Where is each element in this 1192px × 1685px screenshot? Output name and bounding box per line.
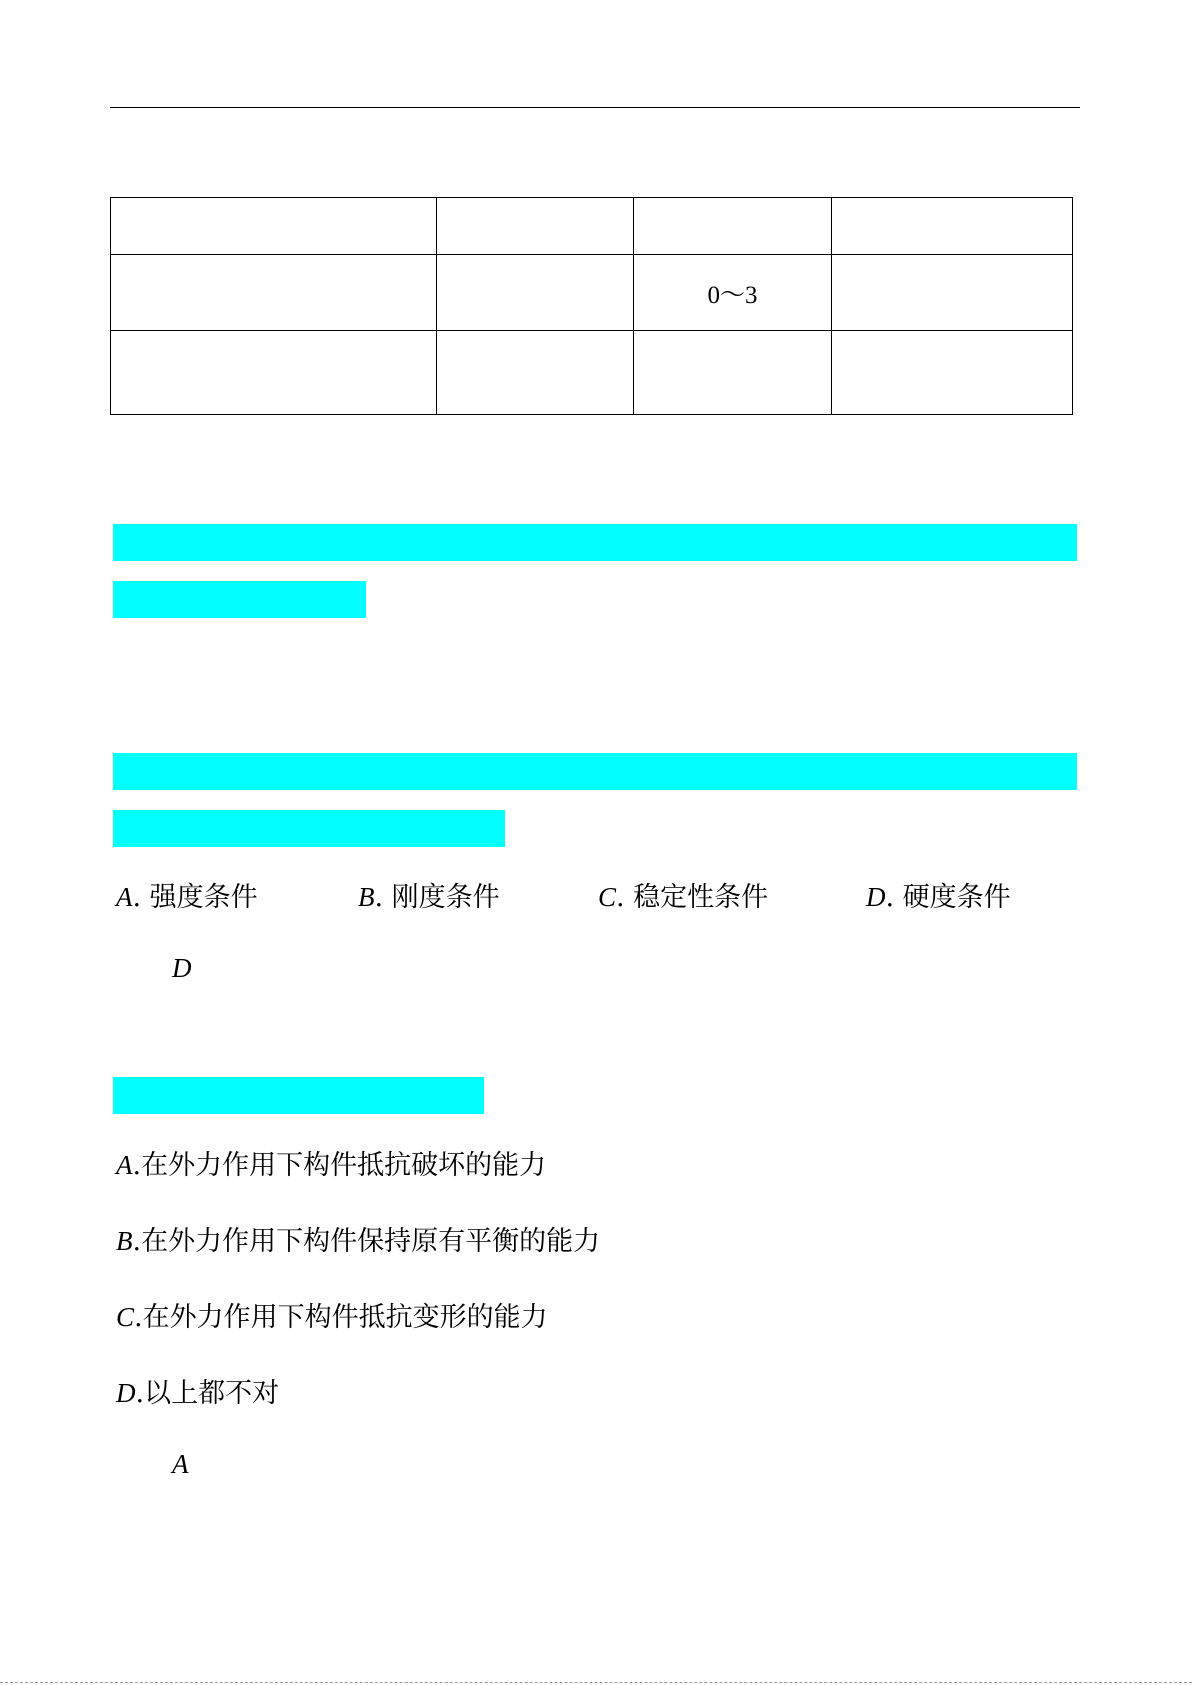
option-text: .以上都不对 (135, 1378, 280, 1409)
option-b[interactable] (358, 875, 500, 914)
header-rule (110, 107, 1080, 108)
option-c[interactable] (598, 875, 768, 914)
option-letter: B (358, 882, 375, 912)
data-table (110, 197, 1073, 415)
option-text: . 刚度条件 (374, 882, 500, 913)
table-row (111, 331, 1073, 415)
table-cell (634, 198, 831, 255)
option-a[interactable] (116, 875, 258, 914)
table-row (111, 255, 1073, 331)
answer: D (172, 953, 192, 983)
option-letter: B (116, 1226, 133, 1256)
option-d[interactable] (116, 1371, 279, 1410)
option-text: . 硬度条件 (885, 882, 1011, 913)
option-c[interactable] (116, 1295, 548, 1334)
highlight-bar (113, 581, 366, 618)
option-letter: C (598, 882, 617, 912)
table-cell (436, 198, 633, 255)
answer: A (172, 1449, 189, 1479)
highlight-bar (113, 810, 505, 847)
option-text: . 强度条件 (132, 882, 258, 913)
highlight-bar (113, 753, 1077, 790)
option-text: . 稳定性条件 (616, 882, 769, 913)
option-letter: A (116, 882, 133, 912)
option-text: .在外力作用下构件抵抗破坏的能力 (132, 1150, 547, 1181)
table-cell (111, 255, 437, 331)
option-d[interactable] (866, 875, 1011, 914)
table-cell (111, 198, 437, 255)
option-letter: C (116, 1302, 135, 1332)
table-cell: 0～3 (634, 255, 831, 331)
option-b[interactable] (116, 1219, 600, 1258)
table-cell (634, 331, 831, 415)
table-row (111, 198, 1073, 255)
page-bottom-edge (0, 1682, 1192, 1683)
table-cell (831, 198, 1072, 255)
table-cell (436, 331, 633, 415)
highlight-bar (113, 1077, 484, 1114)
option-text: .在外力作用下构件保持原有平衡的能力 (132, 1226, 601, 1257)
table-cell (831, 331, 1072, 415)
table-cell (111, 331, 437, 415)
option-letter: D (866, 882, 886, 912)
table-cell (436, 255, 633, 331)
option-letter: D (116, 1378, 136, 1408)
highlight-bar (113, 524, 1077, 561)
option-text: .在外力作用下构件抵抗变形的能力 (134, 1302, 548, 1333)
option-a[interactable] (116, 1143, 546, 1182)
table-cell (831, 255, 1072, 331)
option-letter: A (116, 1150, 133, 1180)
